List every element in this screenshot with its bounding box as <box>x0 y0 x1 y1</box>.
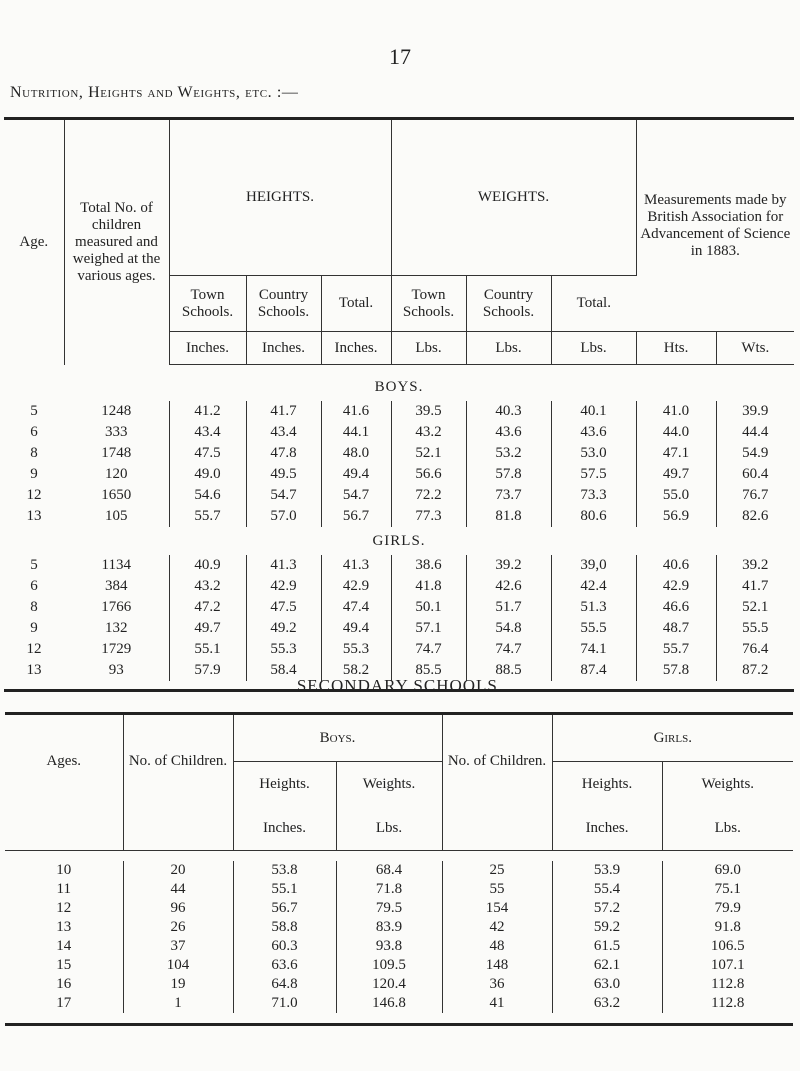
table-cell: 39.2 <box>466 555 551 576</box>
table-cell: 74.1 <box>551 639 636 660</box>
table-cell: 42.6 <box>466 576 551 597</box>
table-cell: 44.0 <box>636 422 716 443</box>
table-cell: 1248 <box>64 401 169 422</box>
table-cell: 73.3 <box>551 485 636 506</box>
table-cell: 1748 <box>64 443 169 464</box>
spacer <box>4 365 794 374</box>
table-cell: 106.5 <box>710 938 745 954</box>
table-cell: 63.6 <box>233 956 336 975</box>
table-cell: 120 <box>64 464 169 485</box>
table-cell: 77.3 <box>391 506 466 527</box>
girls-header: Girls. <box>653 730 692 746</box>
table-cell: 40.3 <box>466 401 551 422</box>
table-row <box>4 443 794 464</box>
table-cell: 333 <box>64 422 169 443</box>
table-cell: 57.9 <box>169 660 246 681</box>
table-cell: 85.5 <box>391 660 466 681</box>
table-row <box>4 555 794 576</box>
table-cell: 73.7 <box>466 485 551 506</box>
girls-heights-header: Heights. <box>552 762 662 807</box>
age-header: Age. <box>4 119 64 365</box>
unit-lbs: Lbs. <box>551 332 636 365</box>
table-cell: 57.1 <box>391 618 466 639</box>
table-cell: 54.6 <box>169 485 246 506</box>
table-cell: 83.9 <box>336 918 442 937</box>
table-cell: 12 <box>5 899 123 918</box>
table-cell: 42.9 <box>321 576 391 597</box>
table-row <box>4 485 794 506</box>
heights-header: HEIGHTS. <box>169 119 391 276</box>
table-cell: 56.6 <box>391 464 466 485</box>
table-cell: 57.2 <box>552 899 662 918</box>
table-cell: 36 <box>442 975 552 994</box>
table-cell: 39.9 <box>742 403 769 419</box>
weights-town-header: Town Schools. <box>391 276 466 332</box>
blank-cell <box>123 806 233 851</box>
table-cell: 8 <box>30 445 38 461</box>
table-cell: 148 <box>442 956 552 975</box>
table-cell: 55.5 <box>742 620 769 636</box>
table-cell: 40.6 <box>636 555 716 576</box>
spacer <box>5 1013 793 1025</box>
table-cell: 43.6 <box>466 422 551 443</box>
table-cell: 6 <box>30 424 38 440</box>
table-cell: 52.1 <box>742 599 769 615</box>
table-row <box>4 639 794 660</box>
table-cell: 44.4 <box>742 424 769 440</box>
table-cell: 56.7 <box>233 899 336 918</box>
table-cell: 104 <box>123 956 233 975</box>
table-cell: 64.8 <box>233 975 336 994</box>
table-cell: 8 <box>30 599 38 615</box>
table-cell: 25 <box>442 861 552 880</box>
table-cell: 1650 <box>64 485 169 506</box>
table-cell: 39.2 <box>742 557 769 573</box>
table-cell: 107.1 <box>710 957 745 973</box>
table-cell: 37 <box>123 937 233 956</box>
table-cell: 132 <box>64 618 169 639</box>
table-cell: 56.7 <box>321 506 391 527</box>
blank-cell <box>5 806 123 851</box>
table-cell: 63.2 <box>552 994 662 1013</box>
table-cell: 57.8 <box>466 464 551 485</box>
table-row <box>5 880 793 899</box>
table-cell: 48.0 <box>321 443 391 464</box>
table-cell: 47.1 <box>636 443 716 464</box>
table-cell: 40.1 <box>551 401 636 422</box>
table-cell: 39.5 <box>391 401 466 422</box>
table-cell: 39,0 <box>551 555 636 576</box>
table-cell: 41.6 <box>321 401 391 422</box>
table-cell: 55.0 <box>636 485 716 506</box>
table-cell: 43.4 <box>246 422 321 443</box>
table-cell: 58.4 <box>246 660 321 681</box>
table-cell: 1 <box>123 994 233 1013</box>
table-cell: 96 <box>123 899 233 918</box>
table-row <box>5 861 793 880</box>
table-cell: 88.5 <box>466 660 551 681</box>
table-row <box>4 401 794 422</box>
table-cell: 112.8 <box>711 995 745 1011</box>
table-cell: 1766 <box>64 597 169 618</box>
table-cell: 49.0 <box>169 464 246 485</box>
table-cell: 55.1 <box>233 880 336 899</box>
table-cell: 19 <box>123 975 233 994</box>
table-cell: 71.8 <box>336 880 442 899</box>
table-cell: 55.3 <box>246 639 321 660</box>
table-row <box>5 994 793 1013</box>
table-cell: 54.9 <box>742 445 769 461</box>
table-cell: 80.6 <box>551 506 636 527</box>
unit-inches: Inches. <box>552 806 662 851</box>
weights-header: WEIGHTS. <box>391 119 636 276</box>
table-cell: 87.4 <box>551 660 636 681</box>
table-cell: 41.0 <box>636 401 716 422</box>
table-row <box>5 937 793 956</box>
table-cell: 49.2 <box>246 618 321 639</box>
group-label: BOYS. <box>374 378 424 395</box>
boys-no-children-header: No. of Children. <box>123 714 233 807</box>
table-cell: 109.5 <box>336 956 442 975</box>
table-cell: 49.4 <box>321 464 391 485</box>
table-cell: 42.9 <box>246 576 321 597</box>
table-cell: 53.0 <box>551 443 636 464</box>
ba-weights-header: Wts. <box>716 332 794 365</box>
table-cell: 1729 <box>64 639 169 660</box>
table-cell: 91.8 <box>714 919 741 935</box>
unit-inches: Inches. <box>233 806 336 851</box>
heights-total-header: Total. <box>321 276 391 332</box>
table-cell: 93.8 <box>336 937 442 956</box>
ages-header: Ages. <box>5 714 123 807</box>
unit-inches: Inches. <box>246 332 321 365</box>
table-cell: 55.4 <box>552 880 662 899</box>
ba-heights-header: Hts. <box>636 332 716 365</box>
table-cell: 13 <box>5 918 123 937</box>
table-cell: 53.2 <box>466 443 551 464</box>
table-cell: 26 <box>123 918 233 937</box>
table-cell: 384 <box>64 576 169 597</box>
table-cell: 1134 <box>64 555 169 576</box>
girls-weights-header: Weights. <box>662 762 793 807</box>
table-row <box>4 597 794 618</box>
table-cell: 61.5 <box>552 937 662 956</box>
table-cell: 41 <box>442 994 552 1013</box>
table-cell: 9 <box>30 466 38 482</box>
table-cell: 48 <box>442 937 552 956</box>
page-number: 17 <box>389 44 411 69</box>
unit-inches: Inches. <box>169 332 246 365</box>
table-cell: 82.6 <box>742 508 769 524</box>
table-cell: 75.1 <box>714 881 741 897</box>
table-cell: 54.7 <box>246 485 321 506</box>
table-cell: 81.8 <box>466 506 551 527</box>
table-cell: 14 <box>5 937 123 956</box>
girls-no-children-header: No. of Children. <box>442 714 552 807</box>
group-label: GIRLS. <box>372 532 426 549</box>
boys-weights-header: Weights. <box>336 762 442 807</box>
table-cell: 44 <box>123 880 233 899</box>
table-cell: 54.8 <box>466 618 551 639</box>
table-cell: 15 <box>5 956 123 975</box>
table-cell: 87.2 <box>742 662 769 678</box>
table-cell: 55.5 <box>551 618 636 639</box>
secondary-schools-title: SECONDARY SCHOOLS. <box>296 676 504 695</box>
unit-lbs: Lbs. <box>391 332 466 365</box>
table-cell: 5 <box>30 403 38 419</box>
table-cell: 43.4 <box>169 422 246 443</box>
table-cell: 55 <box>442 880 552 899</box>
weights-total-header: Total. <box>551 276 636 332</box>
table-cell: 43.2 <box>391 422 466 443</box>
table-cell: 79.5 <box>336 899 442 918</box>
table-cell: 47.5 <box>246 597 321 618</box>
heights-weights-table <box>4 117 794 692</box>
total-children-header: Total No. of children measured and weighed at the various ages. <box>64 119 169 365</box>
heights-country-header: Country Schools. <box>246 276 321 332</box>
table-cell: 49.7 <box>636 464 716 485</box>
table-cell: 6 <box>30 578 38 594</box>
table-cell: 59.2 <box>552 918 662 937</box>
table-cell: 72.2 <box>391 485 466 506</box>
table-cell: 76.7 <box>742 487 769 503</box>
table-cell: 57.8 <box>636 660 716 681</box>
table-cell: 20 <box>123 861 233 880</box>
table-cell: 42 <box>442 918 552 937</box>
table-cell: 5 <box>30 557 38 573</box>
table-cell: 79.9 <box>714 900 741 916</box>
table-row <box>5 899 793 918</box>
table-row <box>4 422 794 443</box>
table-cell: 105 <box>64 506 169 527</box>
table-cell: 46.6 <box>636 597 716 618</box>
table-cell: 51.7 <box>466 597 551 618</box>
secondary-schools-table <box>5 712 793 1026</box>
table-cell: 71.0 <box>233 994 336 1013</box>
table-cell: 50.1 <box>391 597 466 618</box>
table-cell: 49.7 <box>169 618 246 639</box>
table-cell: 76.4 <box>742 641 769 657</box>
table-cell: 146.8 <box>336 994 442 1013</box>
table-cell: 48.7 <box>636 618 716 639</box>
table-cell: 17 <box>5 994 123 1013</box>
table-cell: 16 <box>5 975 123 994</box>
unit-lbs: Lbs. <box>662 806 793 851</box>
table-cell: 49.4 <box>321 618 391 639</box>
section-heading: Nutrition, Heights and Weights, etc. :— <box>10 84 299 101</box>
unit-lbs: Lbs. <box>466 332 551 365</box>
table-cell: 74.7 <box>391 639 466 660</box>
table-cell: 38.6 <box>391 555 466 576</box>
table-cell: 41.7 <box>742 578 769 594</box>
table-cell: 68.4 <box>336 861 442 880</box>
table-cell: 47.8 <box>246 443 321 464</box>
table-cell: 12 <box>26 487 42 503</box>
table-row <box>5 975 793 994</box>
table-cell: 74.7 <box>466 639 551 660</box>
heights-town-header: Town Schools. <box>169 276 246 332</box>
table-cell: 42.9 <box>636 576 716 597</box>
table-cell: 63.0 <box>552 975 662 994</box>
table-cell: 40.9 <box>169 555 246 576</box>
table-cell: 55.7 <box>169 506 246 527</box>
boys-heights-header: Heights. <box>233 762 336 807</box>
table-cell: 54.7 <box>321 485 391 506</box>
table-cell: 57.5 <box>551 464 636 485</box>
table-cell: 11 <box>5 880 123 899</box>
table-cell: 55.7 <box>636 639 716 660</box>
table-row <box>4 618 794 639</box>
table-row <box>5 918 793 937</box>
unit-inches: Inches. <box>321 332 391 365</box>
table-cell: 56.9 <box>636 506 716 527</box>
table-cell: 41.2 <box>169 401 246 422</box>
table-cell: 57.0 <box>246 506 321 527</box>
table-cell: 44.1 <box>321 422 391 443</box>
table-row <box>4 464 794 485</box>
table-row <box>4 506 794 527</box>
table-cell: 53.9 <box>552 861 662 880</box>
table-row <box>4 576 794 597</box>
table-cell: 41.3 <box>246 555 321 576</box>
table-cell: 47.5 <box>169 443 246 464</box>
boys-header: Boys. <box>233 714 442 762</box>
table-cell: 62.1 <box>552 956 662 975</box>
table-cell: 55.1 <box>169 639 246 660</box>
weights-country-header: Country Schools. <box>466 276 551 332</box>
table-cell: 58.8 <box>233 918 336 937</box>
table-cell: 52.1 <box>391 443 466 464</box>
table-cell: 41.3 <box>321 555 391 576</box>
table-row <box>5 956 793 975</box>
table-cell: 13 <box>26 508 42 524</box>
table-cell: 58.2 <box>321 660 391 681</box>
table-cell: 41.7 <box>246 401 321 422</box>
table-cell: 47.2 <box>169 597 246 618</box>
table-cell: 120.4 <box>336 975 442 994</box>
table-cell: 9 <box>30 620 38 636</box>
table-cell: 49.5 <box>246 464 321 485</box>
table-cell: 42.4 <box>551 576 636 597</box>
table-cell: 93 <box>64 660 169 681</box>
table-cell: 112.8 <box>711 976 745 992</box>
table-cell: 60.4 <box>742 466 769 482</box>
table-cell: 53.8 <box>233 861 336 880</box>
spacer <box>5 851 793 862</box>
table-cell: 10 <box>5 861 123 880</box>
table-cell: 43.6 <box>551 422 636 443</box>
ba-measurements-header: Measurements made by British Association for Advancement of Science in 1883. <box>640 191 791 259</box>
table-cell: 13 <box>26 662 42 678</box>
table-cell: 43.2 <box>169 576 246 597</box>
table-cell: 51.3 <box>551 597 636 618</box>
table-cell: 41.8 <box>391 576 466 597</box>
blank-cell <box>442 806 552 851</box>
table-cell: 69.0 <box>714 862 741 878</box>
table-cell: 154 <box>442 899 552 918</box>
table-cell: 12 <box>26 641 42 657</box>
table-cell: 47.4 <box>321 597 391 618</box>
table-cell: 60.3 <box>233 937 336 956</box>
table-cell: 55.3 <box>321 639 391 660</box>
unit-lbs: Lbs. <box>336 806 442 851</box>
